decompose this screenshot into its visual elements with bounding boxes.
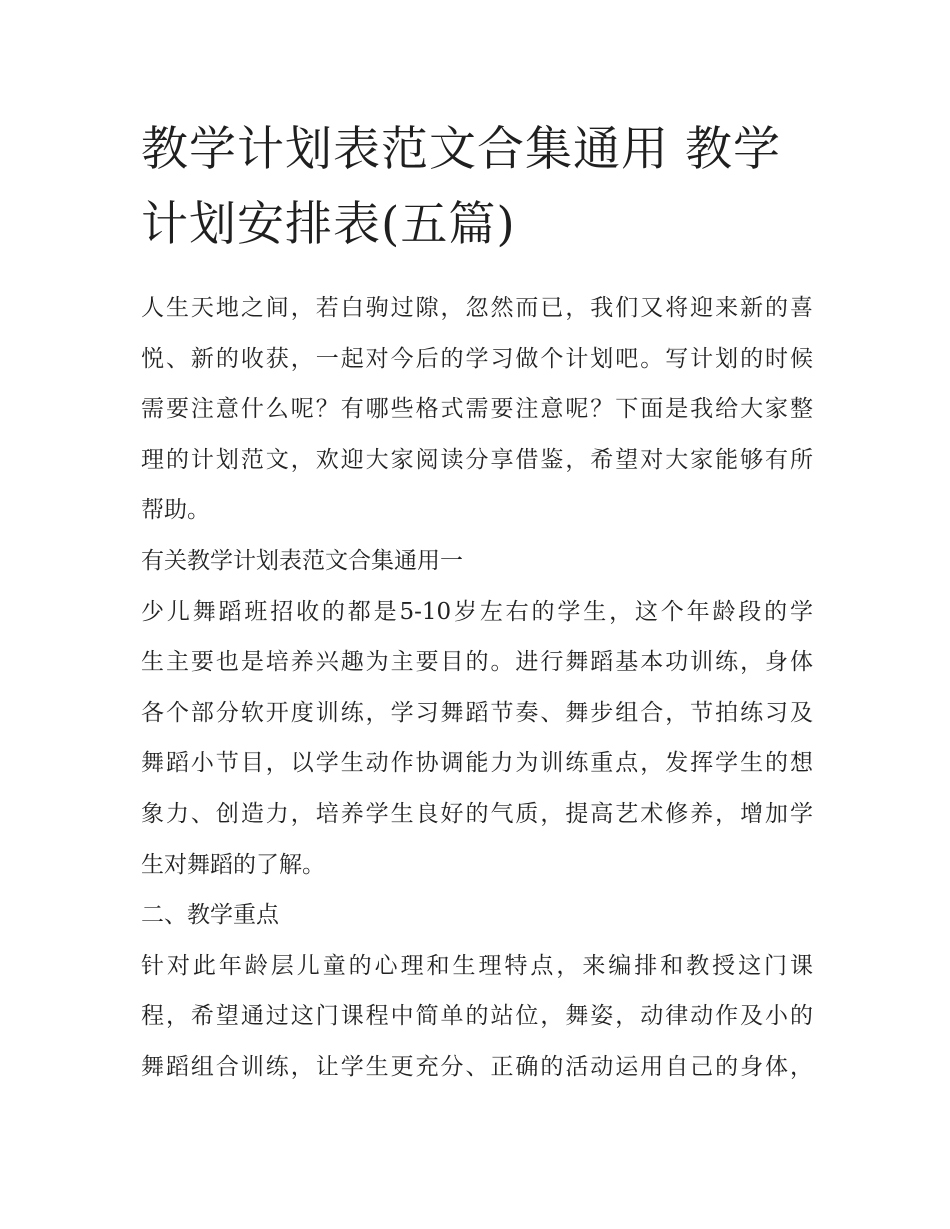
text-line: 程，希望通过这门课程中简单的站位，舞姿，动律动作及小的 [141,1003,813,1030]
dance-class-paragraph [141,587,813,891]
section-heading-1 [141,536,813,587]
text-line: 生主要也是培养兴趣为主要目的。进行舞蹈基本功训练，身体 [141,649,813,676]
title-line-1: 教学计划表范文合集通用 教学 [141,122,781,177]
text-line: 生对舞蹈的了解。 [141,851,325,878]
document-body [141,283,813,1093]
text-line: 少儿舞蹈班招收的都是5-10岁左右的学生，这个年龄段的学 [141,598,813,625]
title-line-2: 计划安排表(五篇) [141,197,516,252]
intro-paragraph [141,283,813,536]
teaching-focus-paragraph [141,941,813,1093]
text-line: 帮助。 [141,497,210,524]
section-heading-2 [141,890,813,941]
text-line: 理的计划范文，欢迎大家阅读分享借鉴，希望对大家能够有所 [141,446,813,473]
text-line: 针对此年龄层儿童的心理和生理特点，来编排和教授这门课 [141,952,813,979]
text-line: 各个部分软开度训练，学习舞蹈节奏、舞步组合，节拍练习及 [141,699,813,726]
text-line: 需要注意什么呢？有哪些格式需要注意呢？下面是我给大家整 [141,396,813,423]
text-line: 象力、创造力，培养学生良好的气质，提高艺术修养，增加学 [141,800,813,827]
text-line: 悦、新的收获，一起对今后的学习做个计划吧。写计划的时候 [141,345,813,372]
text-line: 人生天地之间，若白驹过隙，忽然而已，我们又将迎来新的喜 [141,295,813,321]
document-page [141,112,813,1093]
heading-line: 有关教学计划表范文合集通用一 [141,547,463,574]
document-title [141,112,813,262]
heading-line: 二、教学重点 [141,902,279,929]
text-line: 舞蹈小节目，以学生动作协调能力为训练重点，发挥学生的想 [141,750,813,777]
text-line: 舞蹈组合训练，让学生更充分、正确的活动运用自己的身体， [141,1053,813,1080]
